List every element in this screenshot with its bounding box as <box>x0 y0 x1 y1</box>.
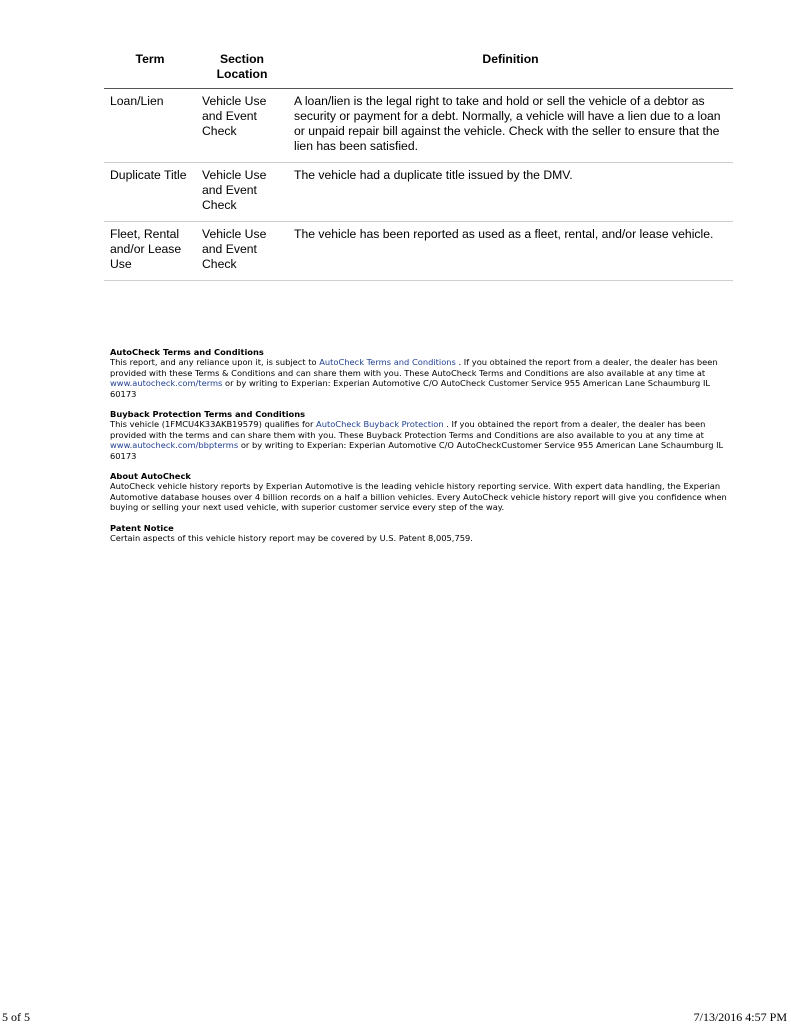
legal-notices <box>110 347 730 554</box>
terms-url-link[interactable]: www.autocheck.com/terms <box>110 378 223 389</box>
terms-text <box>110 357 730 399</box>
terms-link[interactable]: AutoCheck Terms and Conditions <box>319 357 456 368</box>
patent-title: Patent Notice <box>110 522 174 533</box>
buyback-text <box>110 419 730 461</box>
about-section <box>110 471 730 513</box>
term-cell: Fleet, Rental and/or Lease Use <box>104 222 196 281</box>
header-term: Term <box>104 50 196 89</box>
glossary-table <box>104 50 733 281</box>
glossary-header-row <box>104 50 733 89</box>
buyback-section <box>110 409 730 461</box>
about-text: AutoCheck vehicle history reports by Experian Automotive is the leading vehicle history reporting service. With expert data handling, the Experian Automotive database houses over 4 billion records on a half a billion vehicles. Every AutoCheck vehicle history report will give you confidence when buying or selling your next used vehicle, with superior customer service every step of the way. <box>110 481 727 513</box>
definition-cell: A loan/lien is the legal right to take and hold or sell the vehicle of a debtor as security or payment for a debt. Normally, a vehicle will have a lien due to a loan or unpaid repair bill against the vehicle. Check with the seller to ensure that the lien has been satisfied. <box>288 89 733 163</box>
buyback-text-tail: or by writing to Experian: Experian Automotive C/O AutoCheckCustomer Service 955 American Lane Schaumburg IL 60173 <box>110 440 724 461</box>
terms-text-mid: . If you obtained the report from a dealer, the dealer has been provided with these Terms & Conditions and can share them with you. These AutoCheck Terms and Conditions are also available at any time at <box>110 357 718 378</box>
buyback-text-mid: . If you obtained the report from a dealer, the dealer has been provided with the terms and can share them with you. These Buyback Protection Terms and Conditions are also available to you at any time at <box>110 419 706 440</box>
terms-section <box>110 347 730 399</box>
section-cell: Vehicle Use and Event Check <box>196 89 288 163</box>
terms-title: AutoCheck Terms and Conditions <box>110 347 264 357</box>
definition-cell: The vehicle has been reported as used as a fleet, rental, and/or lease vehicle. <box>288 222 733 281</box>
about-title: About AutoCheck <box>110 471 191 482</box>
table-row <box>104 163 733 222</box>
section-cell: Vehicle Use and Event Check <box>196 222 288 281</box>
page-number: 5 of 5 <box>2 1010 30 1024</box>
buyback-title: Buyback Protection Terms and Conditions <box>110 409 306 420</box>
header-definition: Definition <box>288 50 733 89</box>
page-footer <box>0 1008 791 1024</box>
header-section-location: Section Location <box>196 50 288 89</box>
table-row <box>104 222 733 281</box>
terms-text-tail: or by writing to Experian: Experian Automotive C/O AutoCheck Customer Service 955 American Lane Schaumburg IL 60173 <box>110 378 711 399</box>
print-timestamp: 7/13/2016 4:57 PM <box>693 1010 787 1024</box>
section-cell: Vehicle Use and Event Check <box>196 163 288 222</box>
patent-section <box>110 523 730 544</box>
terms-text-lead: This report, and any reliance upon it, is subject to <box>110 357 320 368</box>
term-cell: Loan/Lien <box>104 89 196 163</box>
patent-text: Certain aspects of this vehicle history report may be covered by U.S. Patent 8,005,759. <box>110 533 473 544</box>
buyback-text-lead: This vehicle (1FMCU4K33AKB19579) qualifies for <box>110 419 317 430</box>
buyback-link[interactable]: AutoCheck Buyback Protection <box>316 419 444 430</box>
table-row <box>104 89 733 163</box>
buyback-url-link[interactable]: www.autocheck.com/bbpterms <box>110 440 239 451</box>
term-cell: Duplicate Title <box>104 163 196 222</box>
definition-cell: The vehicle had a duplicate title issued by the DMV. <box>288 163 733 222</box>
